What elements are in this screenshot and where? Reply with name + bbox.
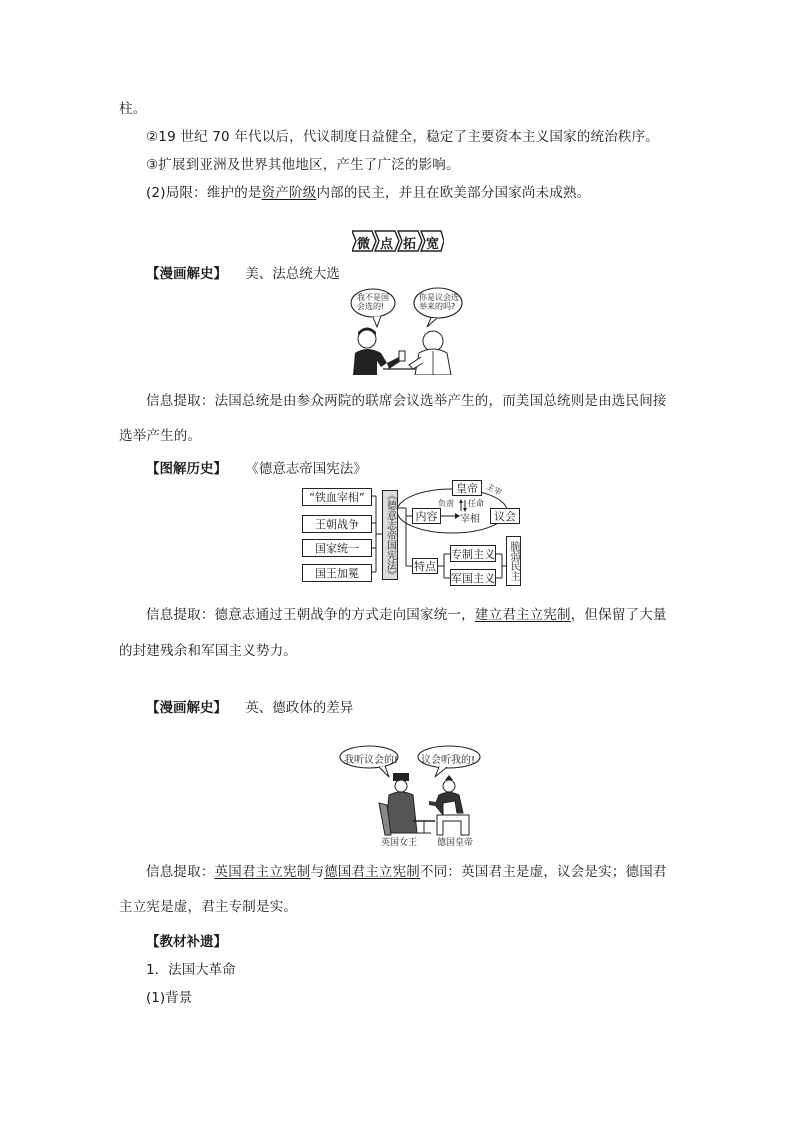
section3-info-prefix: 信息提取： [146,864,215,880]
comic-uk-germany [339,743,481,848]
comic1-bubble-right-text [419,293,459,311]
diagram-responsible-label: 负责 [438,499,454,508]
section4-sub: (1)背景 [146,990,193,1006]
section1-tag: 【漫画解史】 [146,266,227,282]
section4-heading: 1．法国大革命 [146,962,236,978]
comic1-bubble-right-line2: 举来的吗? [419,302,456,311]
section3-info-line1 [146,860,667,880]
diagram-parliament-box: 议会 [490,508,520,524]
comic2-bubble-right-text: 议会听我的! [421,755,476,766]
limitation-text [146,181,590,201]
section1-info-line1: 信息提取：法国总统是由参众两院的联席会议选举产生的，而美国总统则是由选民间接 [146,393,667,409]
diagram-fragile-democracy: 脆弱民主 [506,536,521,586]
section3-info-suffix: 不同：英国君主是虚，议会是实；德国君 [420,864,667,880]
diagram-left-item-2: 王朝战争 [302,515,372,533]
limitation-underline: 资产阶级 [261,185,317,201]
diagram-feature-box: 特点 [414,560,436,573]
comic1-bubble-left-line2: 会选的! [357,302,385,311]
comic1-bubble-left-line1: 我不是国 [357,293,389,302]
section3-tag: 【漫画解史】 [146,700,227,716]
comic2-bubble-left-text: 我听议会的! [344,755,399,766]
section3-info-underline1: 英国君主立宪制 [214,864,311,880]
comic-us-france [343,283,465,375]
diagram-feature-militarism: 军国主义 [450,569,496,586]
section3-info-mid: 与 [310,864,325,880]
diagram-left-item-1: “铁血宰相” [302,488,372,506]
section2-title: 《德意志帝国宪法》 [245,461,367,477]
comic2-caption-right: 德国皇帝 [437,838,474,848]
section4-tag: 【教材补遗】 [146,934,227,950]
text-continuation: 柱。 [119,101,147,117]
section3-heading [146,696,353,716]
banner-char-4: 宽 [426,237,440,252]
section2-heading [146,457,367,477]
section2-info-underline: 建立君主立宪制 [474,607,571,623]
banner-char-1: 微 [357,237,371,252]
diagram-content-box: 内容 [412,508,441,524]
diagram-left-item-4: 国王加冕 [302,564,372,582]
banner-char-2: 点 [380,237,394,252]
section2-info-suffix: ，但保留了大量 [570,607,667,623]
section2-tag: 【图解历史】 [146,461,227,477]
section-banner [352,229,444,253]
limitation-prefix: (2)局限：维护的是 [146,185,262,201]
section2-info-line1 [146,603,667,623]
limitation-suffix: 内部的民主，并且在欧美部分国家尚未成熟。 [316,185,591,201]
section2-info-prefix: 信息提取：德意志通过王朝战争的方式走向国家统一， [146,607,475,623]
diagram-feature-autocracy: 专制主义 [450,545,496,562]
diagram-emperor-box: 皇帝 [452,480,482,496]
section1-title: 美、法总统大选 [245,266,340,282]
diagram-control-label: 主宰 [484,481,504,498]
section1-info-line2: 选举产生的。 [119,428,202,444]
comic1-bubble-right-line1: 你是议会选 [419,293,459,302]
section3-info-line2: 主立宪是虚，君主专制是实。 [119,899,298,915]
constitution-diagram [302,478,522,586]
section2-info-line2: 的封建残余和军国主义势力。 [119,643,298,659]
diagram-center-constitution: 《德意志帝国宪法》 [382,490,398,580]
section3-info-underline2: 德国君主立宪制 [324,864,421,880]
section1-heading [146,262,340,282]
diagram-chancellor: 宰相 [460,514,480,525]
diagram-appoint-label: 任命 [468,499,484,508]
section3-title: 英、德政体的差异 [245,700,354,716]
banner-char-3: 拓 [403,237,417,252]
diagram-left-item-3: 国家统一 [302,539,372,557]
comic2-caption-left: 英国女王 [381,838,418,848]
list-item-3: ③扩展到亚洲及世界其他地区，产生了广泛的影响。 [146,157,460,173]
list-item-2: ②19 世纪 70 年代以后，代议制度日益健全，稳定了主要资本主义国家的统治秩序。 [146,129,660,145]
comic1-bubble-left-text [357,293,389,311]
